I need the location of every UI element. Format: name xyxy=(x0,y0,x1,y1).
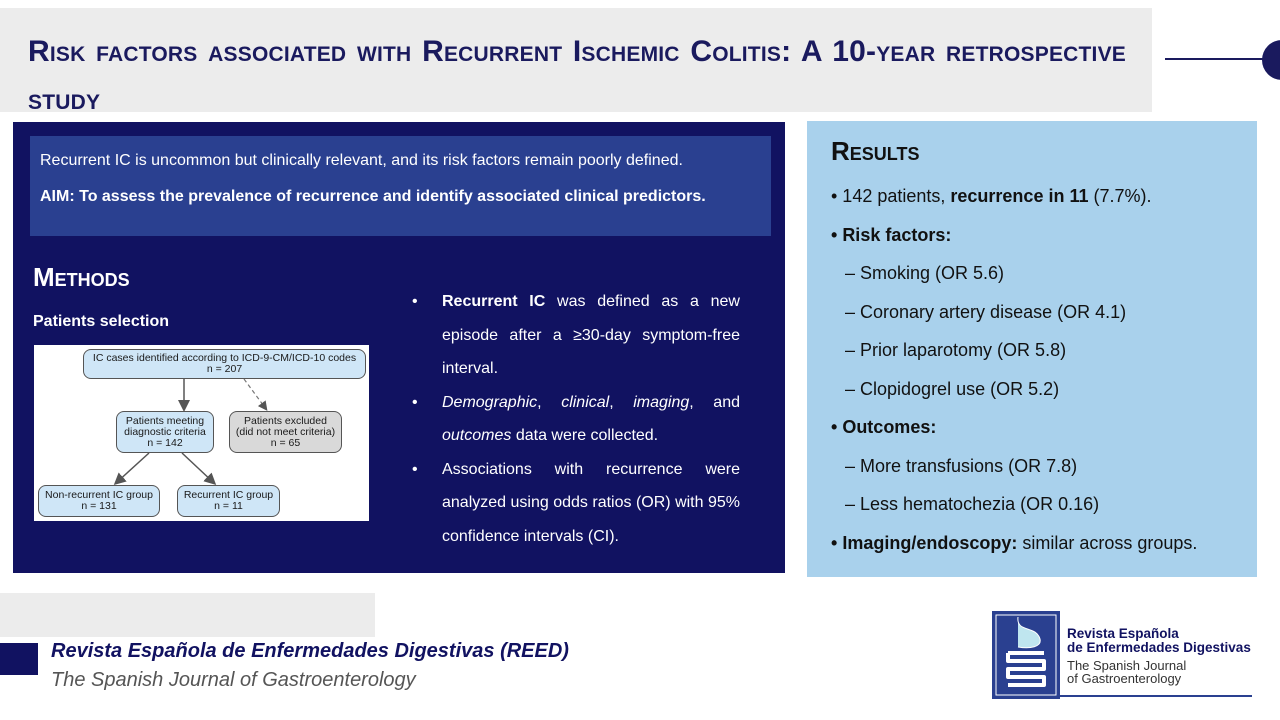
data-type-imaging: imaging xyxy=(633,393,690,411)
flow-node-included-label2: diagnostic criteria xyxy=(124,425,206,438)
arrow-to-recurrent xyxy=(182,453,214,483)
data-type-outcomes: outcomes xyxy=(442,427,512,444)
methods-bullet-definition xyxy=(412,285,740,386)
flow-node-excluded-label1: Patients excluded xyxy=(244,414,327,427)
data-type-demographic: Demographic xyxy=(442,393,538,411)
flow-node-recurrent-label: Recurrent IC group xyxy=(183,489,274,501)
logo-subtitle xyxy=(1067,659,1186,685)
journal-logo xyxy=(992,611,1260,699)
results-summary-pre: • 142 patients, xyxy=(831,186,951,206)
results-heading: Results xyxy=(831,136,920,166)
digestive-tract-icon xyxy=(992,611,1060,699)
bullet-dot: • xyxy=(412,393,418,411)
logo-title xyxy=(1067,627,1251,655)
bullet-glyph: • xyxy=(831,224,843,245)
aim-text: AIM: To assess the prevalence of recurrence and identify associated clinical predictors. xyxy=(40,188,706,205)
logo-sub-line1: The Spanish Journal xyxy=(1067,658,1187,673)
data-type-clinical: clinical xyxy=(561,393,610,411)
imaging-label: Imaging/endoscopy: xyxy=(842,532,1018,553)
logo-title-line1: Revista Española xyxy=(1067,626,1179,641)
outcome-item: – Less hematochezia (OR 0.16) xyxy=(845,494,1100,514)
separator: , xyxy=(609,393,634,411)
flow-node-recurrent xyxy=(177,485,280,517)
flow-node-excluded-label2: (did not meet criteria) xyxy=(235,425,336,438)
flow-node-nonrecurrent xyxy=(38,485,160,517)
risk-item: – Prior laparotomy (OR 5.8) xyxy=(845,340,1067,360)
imaging-text: similar across groups. xyxy=(1017,532,1198,553)
footer-square xyxy=(0,643,38,675)
flow-node-nonrecurrent-label: Non-recurrent IC group xyxy=(45,489,153,501)
recurrent-ic-term: Recurrent IC xyxy=(442,293,546,310)
methods-bullets xyxy=(412,285,740,553)
recurrent-ic-definition: was defined as a new episode after a ≥30-day symptom-free interval. xyxy=(442,293,740,377)
arrow-to-excluded xyxy=(244,379,266,409)
flow-node-identified-label: IC cases identified according to ICD-9-CM/ICD-10 codes xyxy=(92,352,357,364)
results-summary-post: (7.7%). xyxy=(1088,186,1152,206)
risk-item: – Coronary artery disease (OR 4.1) xyxy=(845,301,1127,322)
flow-node-identified xyxy=(83,349,366,379)
logo-sub-line2: of Gastroenterology xyxy=(1067,671,1182,686)
page-title: Risk factors associated with Recurrent Ischemic Colitis: A 10-year retrospective study xyxy=(28,35,1126,116)
methods-bullet-analysis xyxy=(412,453,740,554)
separator: , xyxy=(537,393,562,411)
intro-box xyxy=(30,136,771,236)
logo-underline xyxy=(1060,695,1252,697)
data-collected-text: data were collected. xyxy=(511,427,659,444)
outcome-item: – More transfusions (OR 7.8) xyxy=(845,455,1078,476)
risk-item: – Smoking (OR 5.6) xyxy=(845,263,1005,283)
patient-selection-flowchart xyxy=(34,345,369,521)
logo-title-line2: de Enfermedades Digestivas xyxy=(1067,640,1251,655)
arrow-to-nonrecurrent xyxy=(116,453,149,483)
bullet-dot: • xyxy=(412,460,418,478)
footer-journal-english: The Spanish Journal of Gastroenterology xyxy=(51,669,416,691)
methods-bullet-data xyxy=(412,386,740,453)
footer-band xyxy=(0,593,375,637)
results-summary-bold: recurrence in 11 xyxy=(950,186,1089,206)
intro-text: Recurrent IC is uncommon but clinically relevant, and its risk factors remain poorly defined. xyxy=(40,152,683,169)
imaging-result xyxy=(831,527,1251,566)
flow-node-identified-count: n = 207 xyxy=(206,363,243,375)
results-list xyxy=(831,180,1251,565)
flow-node-included xyxy=(116,411,214,453)
risk-factors-label: Risk factors: xyxy=(842,224,952,245)
outcomes-label: Outcomes: xyxy=(842,417,937,437)
bullet-glyph: • xyxy=(831,417,843,437)
bullet-glyph: • xyxy=(831,532,843,553)
flow-node-included-count: n = 142 xyxy=(147,436,183,449)
outcomes-heading xyxy=(831,411,1251,450)
bullet-dot: • xyxy=(412,293,418,310)
flow-node-included-label1: Patients meeting xyxy=(125,414,205,427)
flow-node-nonrecurrent-count: n = 131 xyxy=(81,500,117,512)
risk-factors-heading xyxy=(831,219,1251,258)
risk-item: – Clopidogrel use (OR 5.2) xyxy=(845,378,1060,399)
flow-node-recurrent-count: n = 11 xyxy=(214,500,243,512)
flow-node-excluded xyxy=(229,411,342,453)
methods-heading: Methods xyxy=(33,262,130,292)
title-decoration-line xyxy=(1165,58,1265,60)
separator: , and xyxy=(689,393,740,411)
patients-selection-heading: Patients selection xyxy=(33,313,170,330)
analysis-text: Associations with recurrence were analyzed using odds ratios (OR) with 95% confidence intervals (CI). xyxy=(442,460,740,545)
results-summary xyxy=(831,180,1251,219)
journal-logo-mark xyxy=(992,611,1060,699)
flow-node-excluded-count: n = 65 xyxy=(270,436,301,449)
title-decoration-circle xyxy=(1262,40,1280,80)
footer-journal-name: Revista Española de Enfermedades Digestivas (REED) xyxy=(51,640,569,662)
